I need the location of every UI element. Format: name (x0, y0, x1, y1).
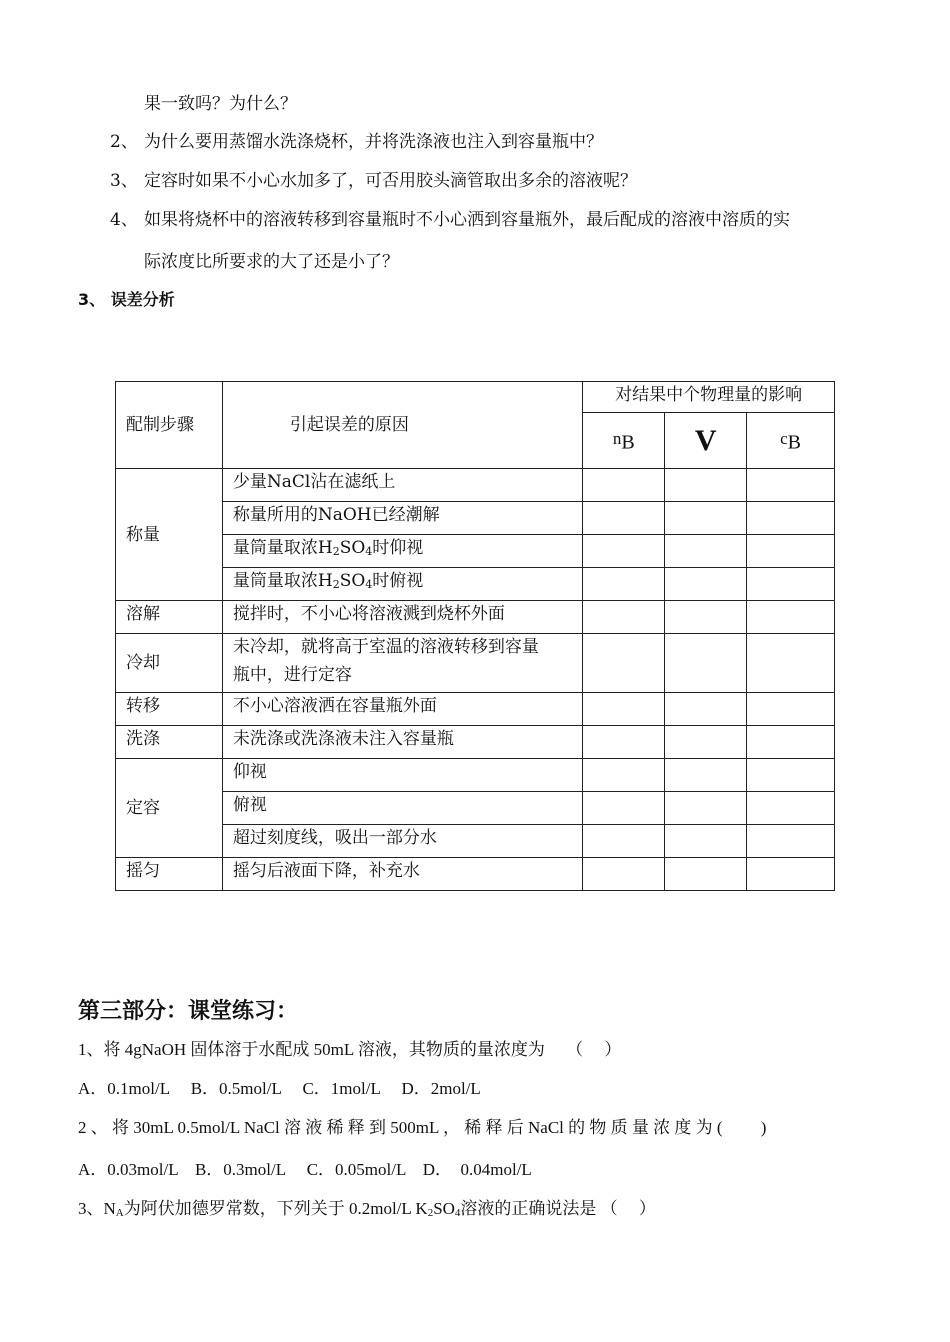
exercise-2: 2 、 将 30mL 0.5mol/L NaCl 溶 液 稀 释 到 500mL ， 稀 释 后 NaCl 的 物 质 量 浓 度 为 ( ) (78, 1118, 767, 1137)
effect-cell (747, 502, 835, 535)
effect-cell (583, 759, 665, 792)
question-2: 2、 为什么要用蒸馏水洗涤烧杯，并将洗涤液也注入到容量瓶中？ (110, 132, 603, 152)
effect-cell (665, 759, 747, 792)
step-fix-volume: 定容 (116, 759, 223, 858)
effect-cell (583, 825, 665, 858)
reason-cell: 超过刻度线，吸出一部分水 (222, 825, 582, 858)
effect-cell (747, 825, 835, 858)
effect-cell (665, 726, 747, 759)
question-4: 4、 如果将烧杯中的溶液转移到容量瓶时不小心洒到容量瓶外，最后配成的溶液中溶质的实 (110, 210, 790, 230)
effect-cell (583, 634, 665, 693)
step-weigh: 称量 (116, 469, 223, 601)
step-shake: 摇匀 (116, 858, 223, 891)
step-dissolve: 溶解 (116, 601, 223, 634)
reason-cell: 仰视 (222, 759, 582, 792)
section-error-analysis-title: 3、 误差分析 (78, 290, 175, 309)
header-reason: 引起误差的原因 (222, 382, 582, 469)
reason-cell: 未洗涤或洗涤液未注入容量瓶 (222, 726, 582, 759)
reason-cell: 少量NaCl沾在滤纸上 (222, 469, 582, 502)
exercise-1-options: A．0.1mol/L B．0.5mol/L C．1mol/L D．2mol/L (78, 1079, 481, 1098)
effect-cell (665, 535, 747, 568)
header-step: 配制步骤 (116, 382, 223, 469)
step-transfer: 转移 (116, 693, 223, 726)
exercise-3: 3、$N_A$为阿伏加德罗常数，下列关于 0.2mol/L $K_2SO_4$溶液的正确说法是 （ ） (78, 1199, 656, 1219)
exercise-2-options: A．0.03mol/L B．0.3mol/L C．0.05mol/L D． 0.04mol/L (78, 1160, 532, 1179)
reason-cell: 量筒量取浓$H_2SO_4$时俯视 (222, 568, 582, 601)
effect-cell (583, 601, 665, 634)
effect-cell (665, 502, 747, 535)
question-3: 3、 定容时如果不小心水加多了，可否用胶头滴管取出多余的溶液呢？ (110, 171, 637, 191)
effect-cell (665, 601, 747, 634)
reason-cell: 搅拌时，不小心将溶液溅到烧杯外面 (222, 601, 582, 634)
reason-cell: 未冷却，就将高于室温的溶液转移到容量 瓶中，进行定容 (222, 634, 582, 693)
effect-cell (665, 825, 747, 858)
effect-cell (583, 568, 665, 601)
symbol-nb: $n_B$ (583, 413, 665, 469)
symbol-cb: $c_B$ (747, 413, 835, 469)
effect-cell (665, 469, 747, 502)
question-1-continuation: 果一致吗？为什么？ (144, 94, 297, 114)
header-effect: 对结果中个物理量的影响 (583, 382, 835, 413)
step-cool: 冷却 (116, 634, 223, 693)
effect-cell (747, 792, 835, 825)
effect-cell (747, 601, 835, 634)
step-wash: 洗涤 (116, 726, 223, 759)
effect-cell (747, 634, 835, 693)
effect-cell (747, 759, 835, 792)
effect-cell (747, 726, 835, 759)
effect-cell (665, 634, 747, 693)
part3-title: 第三部分：课堂练习： (78, 999, 299, 1024)
effect-cell (665, 568, 747, 601)
effect-cell (747, 469, 835, 502)
reason-cell: 俯视 (222, 792, 582, 825)
effect-cell (665, 693, 747, 726)
effect-cell (583, 726, 665, 759)
effect-cell (583, 792, 665, 825)
effect-cell (583, 858, 665, 891)
question-4-continuation: 际浓度比所要求的大了还是小了？ (144, 252, 399, 272)
effect-cell (747, 535, 835, 568)
effect-cell (747, 693, 835, 726)
symbol-v: V (665, 413, 747, 469)
effect-cell (583, 469, 665, 502)
reason-cell: 不小心溶液洒在容量瓶外面 (222, 693, 582, 726)
effect-cell (747, 858, 835, 891)
effect-cell (665, 858, 747, 891)
effect-cell (665, 792, 747, 825)
effect-cell (583, 535, 665, 568)
reason-cell: 摇匀后液面下降，补充水 (222, 858, 582, 891)
reason-cell: 称量所用的NaOH已经潮解 (222, 502, 582, 535)
effect-cell (583, 693, 665, 726)
error-analysis-table (115, 381, 835, 891)
exercise-1: 1、将 4gNaOH 固体溶于水配成 50mL 溶液，其物质的量浓度为 （ ） (78, 1040, 622, 1059)
effect-cell (583, 502, 665, 535)
effect-cell (747, 568, 835, 601)
reason-cell: 量筒量取浓$H_2SO_4$时仰视 (222, 535, 582, 568)
